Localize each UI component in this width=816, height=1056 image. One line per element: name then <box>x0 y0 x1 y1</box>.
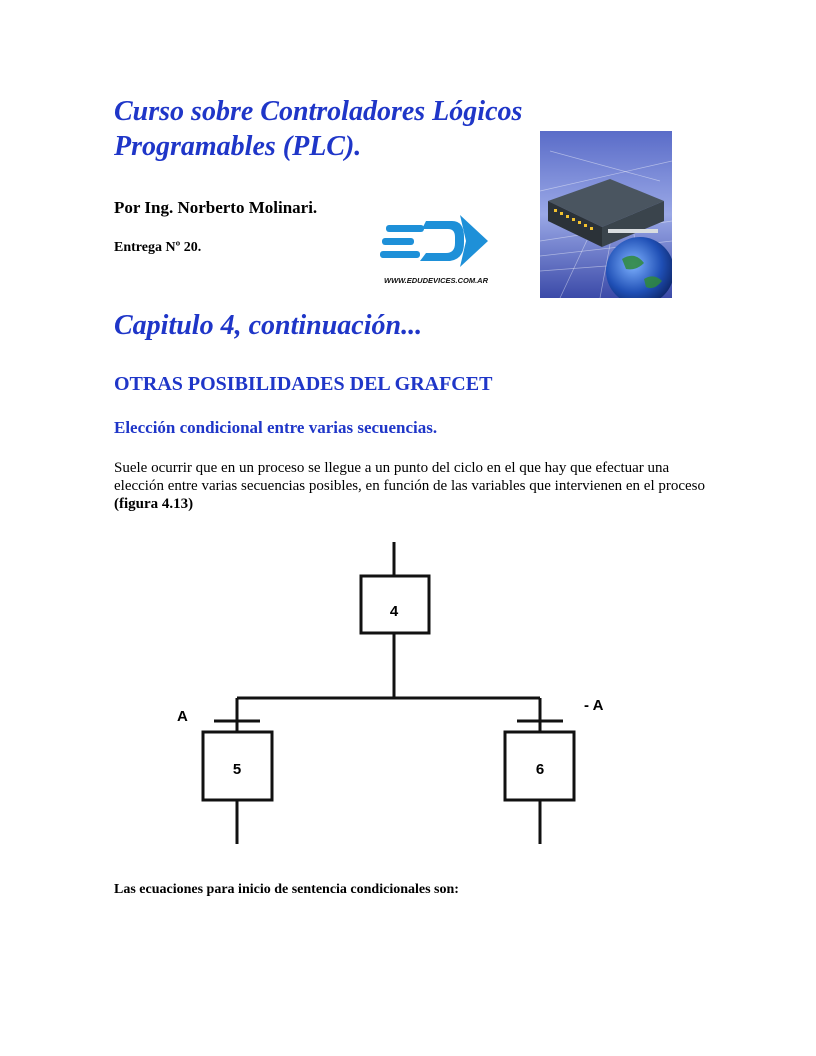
document-title <box>114 94 554 164</box>
equations-intro: Las ecuaciones para inicio de sentencia condicionales son: <box>114 882 459 897</box>
delivery-number: Entrega Nº 20. <box>114 240 202 255</box>
author-line: Por Ing. Norberto Molinari. <box>114 198 318 217</box>
step-4-label: 4 <box>389 603 399 620</box>
body-paragraph <box>114 459 714 513</box>
section-title: OTRAS POSIBILIDADES DEL GRAFCET <box>114 373 493 395</box>
condition-not-a-label: - A <box>584 697 604 714</box>
grafcet-diagram <box>160 538 620 848</box>
title-line-1: Curso sobre Controladores Lógicos <box>114 96 523 127</box>
section-subtitle: Elección condicional entre varias secuencias. <box>114 418 438 437</box>
plc-device-image <box>540 131 672 298</box>
paragraph-text: Suele ocurrir que en un proceso se llegue a un punto del ciclo en el que hay que efectuar una elección entre varias secuencias posibles, en función de las variables que intervienen en el proceso <box>114 460 706 494</box>
chapter-heading: Capitulo 4, continuación... <box>114 310 423 341</box>
title-line-2: Programables (PLC). <box>114 131 362 162</box>
step-5-label: 5 <box>232 761 242 778</box>
condition-a-label: A <box>177 708 188 725</box>
step-6-label: 6 <box>535 761 545 778</box>
logo-caption: WWW.EDUDEVICES.COM.AR <box>383 276 489 285</box>
figure-reference: (figura 4.13) <box>114 496 194 512</box>
edudevices-logo <box>360 197 512 289</box>
